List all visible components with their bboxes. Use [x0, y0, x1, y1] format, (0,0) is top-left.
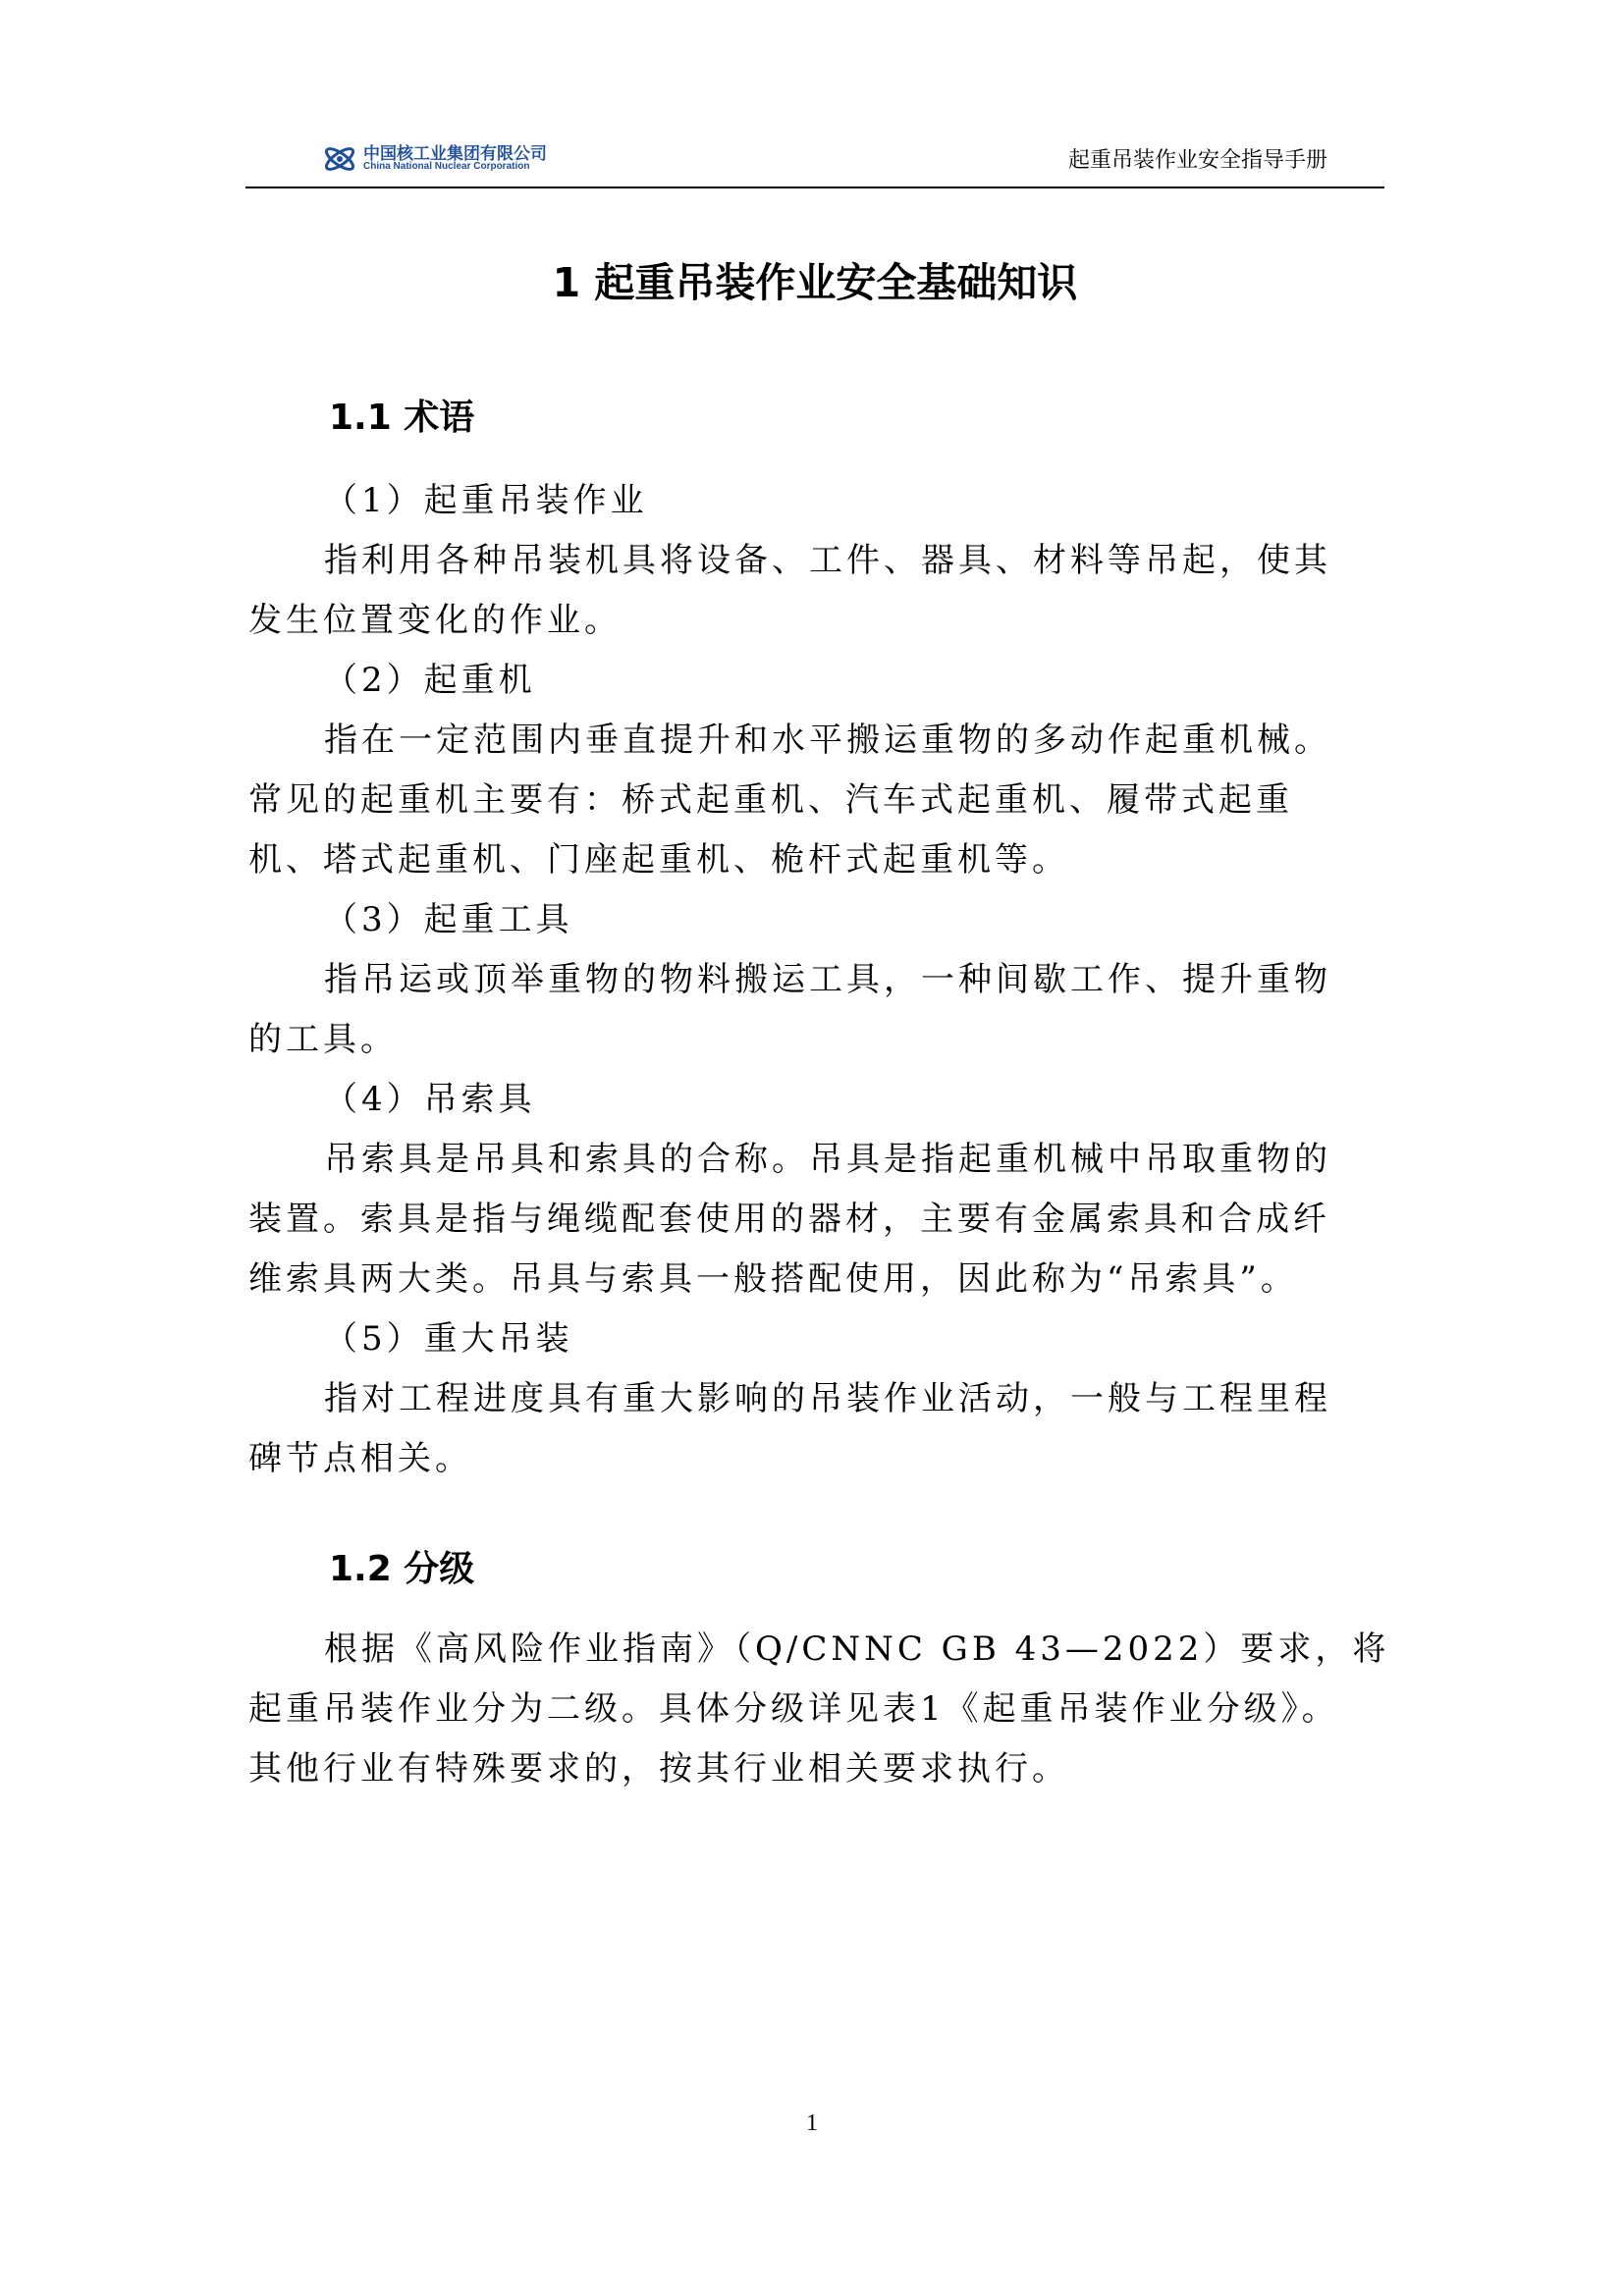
page-number: 1 [806, 2110, 818, 2136]
paragraph-line: 吊索具是吊具和索具的合称。吊具是指起重机械中吊取重物的 [324, 1140, 1331, 1179]
paragraph-line: 指在一定范围内垂直提升和水平搬运重物的多动作起重机械。 [324, 721, 1331, 760]
header-title: 起重吊装作业安全指导手册 [1067, 148, 1327, 173]
header-divider [245, 187, 1384, 188]
paragraph-line: 机、塔式起重机、门座起重机、桅杆式起重机等。 [248, 840, 1069, 880]
paragraph-line: 指吊运或顶举重物的物料搬运工具，一种间歇工作、提升重物 [324, 960, 1331, 999]
term-heading: （3）起重工具 [324, 900, 573, 939]
logo-chinese-name: 中国核工业集团有限公司 [363, 144, 547, 164]
chapter-title: 1 起重吊装作业安全基础知识 [552, 259, 1078, 306]
term-heading: （4）吊索具 [324, 1080, 536, 1119]
paragraph-line: 碑节点相关。 [248, 1439, 472, 1478]
atom-logo-icon [322, 141, 357, 177]
paragraph-line: 根据《高风险作业指南》（Q/CNNC GB 43—2022）要求，将 [324, 1629, 1390, 1669]
company-logo [322, 139, 568, 185]
term-heading: （5）重大吊装 [324, 1319, 573, 1359]
paragraph-line: 的工具。 [248, 1020, 398, 1059]
paragraph-line: 维索具两大类。吊具与索具一般搭配使用，因此称为“吊索具”。 [248, 1259, 1298, 1299]
term-heading: （2）起重机 [324, 661, 536, 700]
paragraph-line: 装置。索具是指与绳缆配套使用的器材，主要有金属索具和合成纤 [248, 1200, 1330, 1239]
logo-english-name: China National Nuclear Corporation [363, 161, 530, 172]
paragraph-line: 指利用各种吊装机具将设备、工件、器具、材料等吊起，使其 [324, 541, 1331, 580]
paragraph-line: 其他行业有特殊要求的，按其行业相关要求执行。 [248, 1749, 1069, 1789]
term-heading: （1）起重吊装作业 [324, 481, 648, 520]
paragraph-line: 常见的起重机主要有：桥式起重机、汽车式起重机、履带式起重 [248, 780, 1293, 820]
paragraph-line: 起重吊装作业分为二级。具体分级详见表1《起重吊装作业分级》。 [248, 1689, 1339, 1729]
section-title-grading: 1.2 分级 [329, 1549, 475, 1589]
section-title-terms: 1.1 术语 [329, 398, 475, 438]
paragraph-line: 发生位置变化的作业。 [248, 601, 622, 640]
page-header [245, 128, 1384, 187]
paragraph-line: 指对工程进度具有重大影响的吊装作业活动，一般与工程里程 [324, 1379, 1331, 1418]
